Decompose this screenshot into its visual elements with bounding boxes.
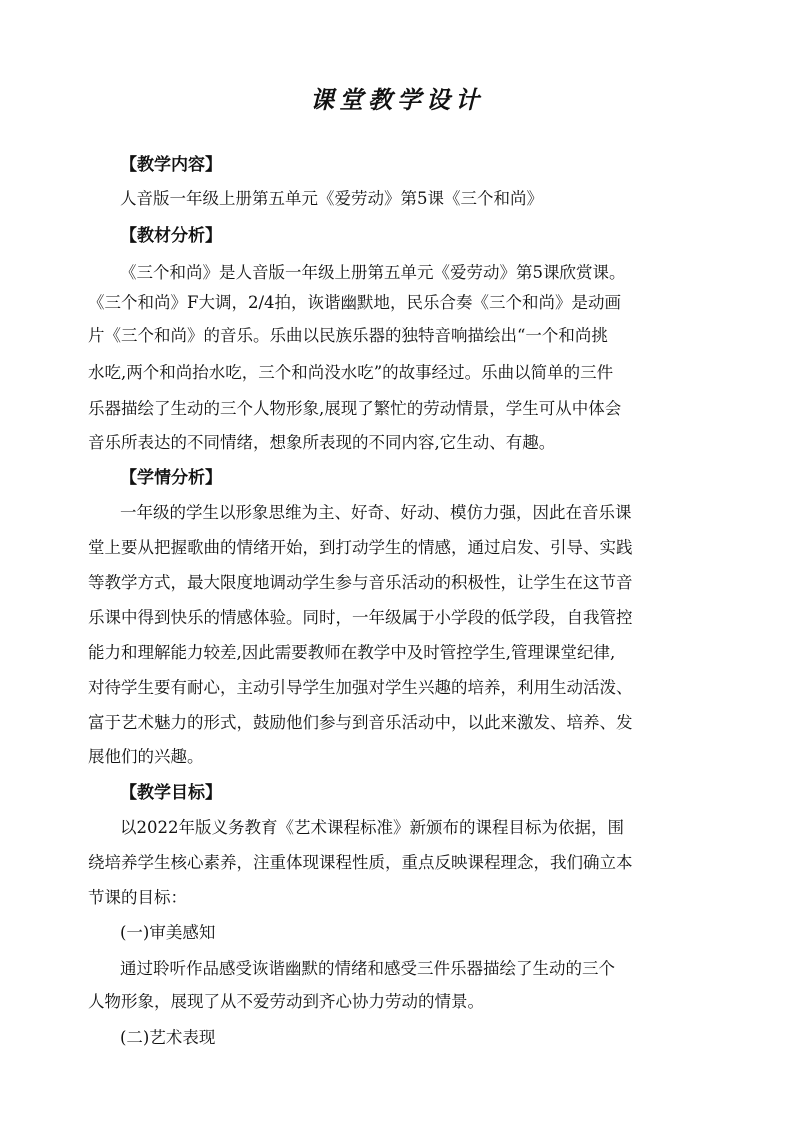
learner-line: 富于艺术魅力的形式，鼓励他们参与到音乐活动中，以此来激发、培养、发: [88, 713, 633, 732]
analysis-line: 乐器描绘了生动的三个人物形象,展现了繁忙的劳动情景，学生可从中体会: [88, 399, 622, 418]
learner-line: 展他们的兴趣。: [88, 747, 204, 766]
heading-learner-analysis: 【学情分析】: [120, 468, 222, 488]
goals-line: 节课的目标：: [88, 888, 187, 907]
heading-teaching-goals: 【教学目标】: [120, 783, 222, 803]
analysis-line: 《三个和尚》F大调，2/4拍，诙谐幽默地，民乐合奏《三个和尚》是动画: [88, 293, 622, 312]
goal1-line: 通过聆听作品感受诙谐幽默的情绪和感受三件乐器描绘了生动的三个: [120, 959, 615, 978]
content-line: 人音版一年级上册第五单元《爱劳动》第5课《三个和尚》: [120, 189, 543, 208]
goals-line: 绕培养学生核心素养，注重体现课程性质，重点反映课程理念，我们确立本: [88, 853, 633, 872]
heading-material-analysis: 【教材分析】: [120, 226, 222, 246]
learner-line: 一年级的学生以形象思维为主、好奇、好动、模仿力强，因此在音乐课: [120, 503, 632, 522]
analysis-line: 《三个和尚》是人音版一年级上册第五单元《爱劳动》第5课欣赏课。: [120, 263, 626, 282]
learner-line: 等教学方式，最大限度地调动学生参与音乐活动的积极性，让学生在这节音: [88, 573, 633, 592]
analysis-line: 片《三个和尚》的音乐。乐曲以民族乐器的独特音响描绘出“一个和尚挑: [88, 326, 608, 345]
goal1-line: 人物形象，展现了从不爱劳动到齐心协力劳动的情景。: [88, 992, 484, 1011]
analysis-line: 音乐所表达的不同情绪，想象所表现的不同内容,它生动、有趣。: [88, 433, 556, 452]
learner-line: 堂上要从把握歌曲的情绪开始，到打动学生的情感，通过启发、引导、实践: [88, 538, 633, 557]
analysis-line: 水吃,两个和尚抬水吃，三个和尚没水吃”的故事经过。乐曲以简单的三件: [88, 363, 614, 382]
heading-teaching-content: 【教学内容】: [120, 155, 222, 175]
learner-line: 对待学生要有耐心，主动引导学生加强对学生兴趣的培养，利用生动活泼、: [88, 678, 633, 697]
subheading-artistic-expression: (二)艺术表现: [120, 1028, 216, 1047]
subheading-aesthetic-perception: (一)审美感知: [120, 923, 216, 942]
learner-line: 乐课中得到快乐的情感体验。同时，一年级属于小学段的低学段，自我管控: [88, 608, 633, 627]
learner-line: 能力和理解能力较差,因此需要教师在教学中及时管控学生,管理课堂纪律,: [88, 643, 616, 662]
page-title: 课堂教学设计: [310, 85, 484, 114]
goals-line: 以2022年版义务教育《艺术课程标准》新颁布的课程目标为依据，围: [120, 818, 624, 837]
